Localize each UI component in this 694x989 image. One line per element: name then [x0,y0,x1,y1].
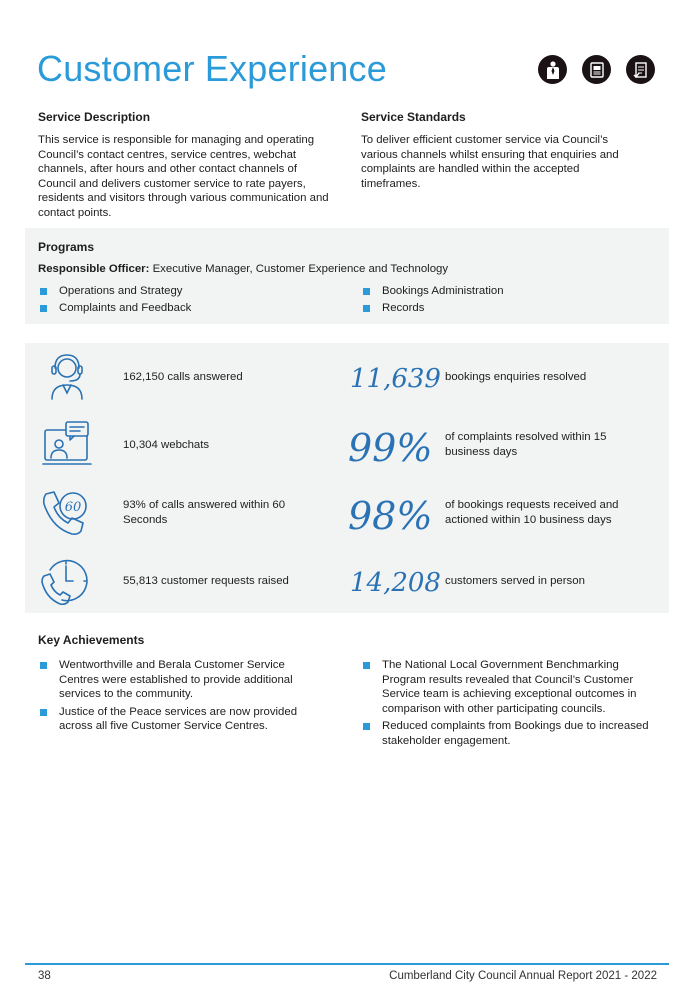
footer-divider [25,963,669,965]
stat-customers-served: customers served in person [445,575,585,587]
mayor-person-icon [538,55,567,84]
programs-list-right [361,284,661,315]
list-item: Records [361,301,661,316]
service-standards-text: To deliver efficient customer service via Council’s various channels whilst ensuring that enquiries and complaints are handled within the accepted timeframes. [361,134,619,190]
stat-complaints-resolved: of complaints resolved within 15 business days [445,431,607,458]
headset-agent-icon [43,351,91,401]
service-standards [361,110,633,191]
stat-webchats: 10,304 webchats [123,439,210,451]
page-number: 38 [38,970,51,982]
achievements-list-right [361,658,661,749]
responsible-officer-value: Executive Manager, Customer Experience and Technology [152,263,449,275]
service-standards-heading: Service Standards [361,110,466,124]
stat-customer-requests: 55,813 customer requests raised [123,575,289,587]
list-item: Complaints and Feedback [38,301,338,316]
stats-panel [25,343,669,613]
list-item: Wentworthville and Berala Customer Service Centres were established to provide additional services to the community. [38,658,318,702]
clock-phone-icon [40,556,92,608]
responsible-officer [38,262,448,277]
programs-list-left [38,284,338,315]
page-title: Customer Experience [37,48,387,89]
responsible-officer-label: Responsible Officer: [38,263,150,275]
stat-value-complaints-resolved: 99% [348,426,433,470]
stat-calls-answered: 162,150 calls answered [123,371,243,383]
header-icons [538,55,655,84]
stat-bookings-enquiries: bookings enquiries resolved [445,371,587,383]
achievements-heading: Key Achievements [38,633,145,647]
list-item: Operations and Strategy [38,284,338,299]
stat-bookings-actioned: of bookings requests received and actioned within 10 business days [445,499,619,526]
service-description-text: This service is responsible for managing and operating Council’s contact centres, service centres, webchat channels, after hours and other contact channels of Council and delivers customer service to rate payers, residents and visitors through various communication and contact points. [38,134,329,219]
phone-60-icon [40,488,92,538]
webchat-laptop-icon [42,420,92,468]
footer-report-title: Cumberland City Council Annual Report 2021 - 2022 [389,970,657,982]
stat-value-bookings-actioned: 98% [348,494,433,538]
stat-value-customers-served: 14,208 [350,568,441,598]
list-item: The National Local Government Benchmarking Program results revealed that Council’s Customer Service team is achieving exceptional outcomes in comparison with other participating councils. [361,658,661,716]
checklist-document-icon [626,55,655,84]
list-item: Reduced complaints from Bookings due to increased stakeholder engagement. [361,719,661,748]
list-item: Bookings Administration [361,284,661,299]
report-document-icon [582,55,611,84]
programs-heading: Programs [38,240,95,254]
achievements-list-left [38,658,318,734]
service-description [38,110,338,221]
phone-60-badge: 60 [64,500,82,515]
stat-value-bookings-enquiries: 11,639 [350,364,441,394]
programs-panel [25,228,669,324]
stat-calls-within-60: 93% of calls answered within 60 Seconds [123,499,286,526]
list-item: Justice of the Peace services are now provided across all five Customer Service Centres. [38,705,318,734]
service-description-heading: Service Description [38,110,151,124]
